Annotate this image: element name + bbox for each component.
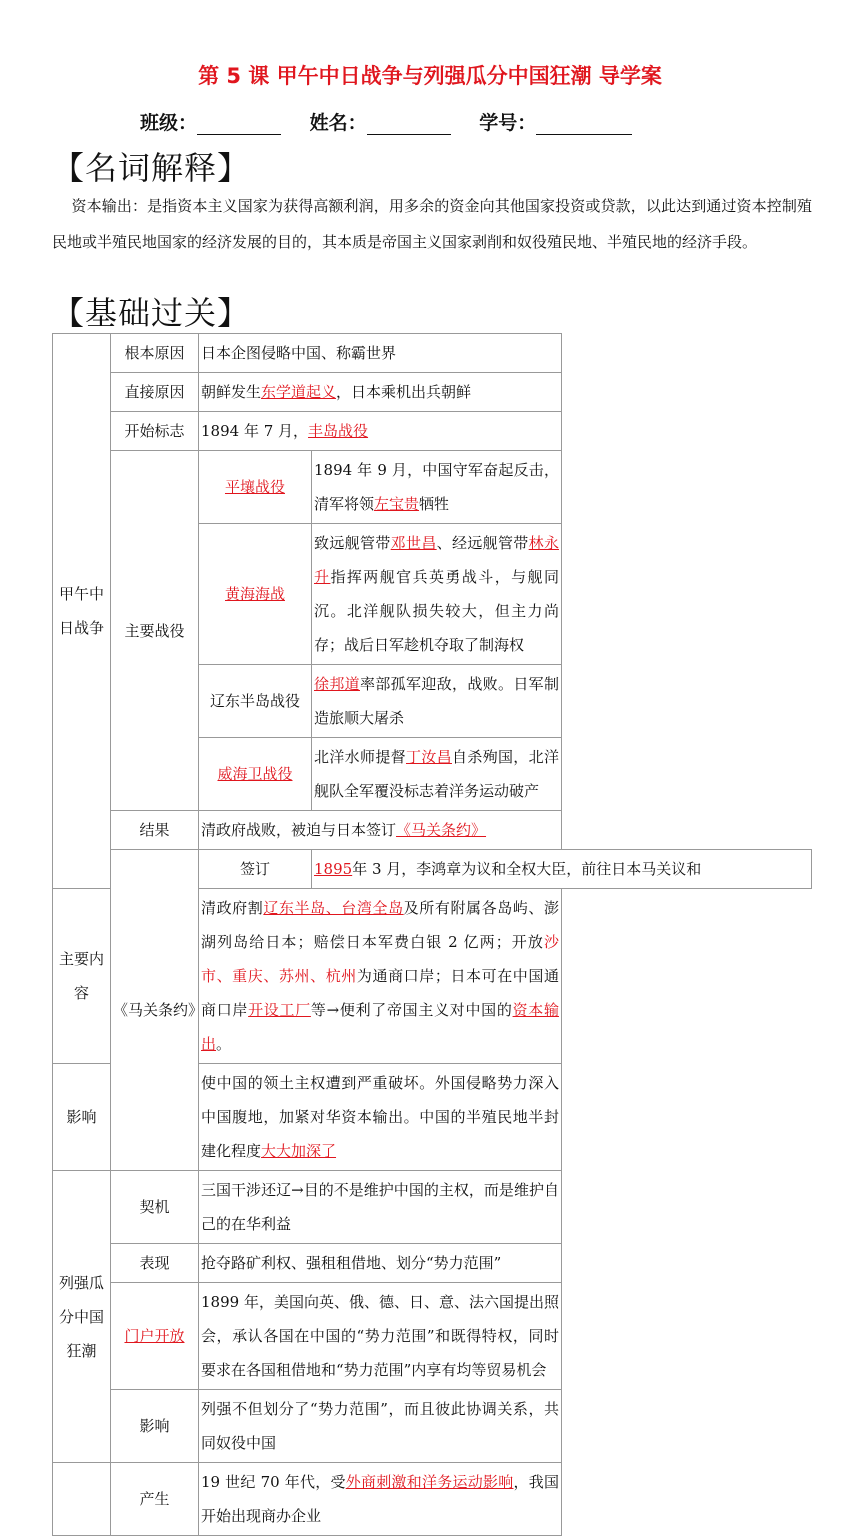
row-content: 日本企图侵略中国、称霸世界 (199, 334, 562, 373)
battle-desc: 北洋水师提督丁汝昌自杀殉国，北洋舰队全军覆没标志着洋务运动破产 (312, 738, 562, 811)
table-row (53, 1171, 812, 1244)
row-content: 使中国的领土主权遭到严重破坏。外国侵略势力深入中国腹地，加紧对华资本输出。中国的半殖民地半封建化程度大大加深了 (199, 1064, 562, 1171)
table-row (53, 850, 812, 889)
row-header: 表现 (111, 1244, 199, 1283)
group-label: 《马关条约》 (111, 850, 199, 1171)
group-label: 列强瓜分中国狂潮 (53, 1171, 111, 1463)
row-header: 契机 (111, 1171, 199, 1244)
section-heading-terms: 【名词解释】 (52, 149, 251, 187)
row-content: 清政府割辽东半岛、台湾全岛及所有附属各岛屿、澎湖列岛给日本；赔偿日本军费白银 2 亿两；开放沙市、重庆、苏州、杭州为通商口岸；日本可在中国通商口岸开设工厂等→便利了帝国主义对中国的资本输出。 (199, 889, 562, 1064)
row-header: 主要战役 (111, 451, 199, 811)
definition-paragraph: 资本输出：是指资本主义国家为获得高额利润，用多余的资金向其他国家投资或贷款，以此达到通过资本控制殖民地或半殖民地国家的经济发展的目的，其本质是帝国主义国家剥削和奴役殖民地、半殖民地的经济手段。 (52, 197, 812, 251)
section-heading-basics: 【基础过关】 (52, 294, 251, 332)
row-header: 主要内容 (53, 889, 111, 1064)
table-row (53, 451, 812, 524)
id-blank[interactable] (536, 114, 632, 135)
row-content: 三国干涉还辽→目的不是维护中国的主权，而是维护自己的在华利益 (199, 1171, 562, 1244)
group-label (53, 1463, 111, 1536)
row-content: 1894 年 7 月，丰岛战役 (199, 412, 562, 451)
row-content: 列强不但划分了“势力范围”，而且彼此协调关系，共同奴役中国 (199, 1390, 562, 1463)
table-row (53, 1463, 812, 1536)
battle-name: 威海卫战役 (199, 738, 312, 811)
table-row (53, 373, 812, 412)
battle-name: 黄海海战 (199, 524, 312, 665)
name-label: 姓名： (309, 112, 367, 134)
row-header: 直接原因 (111, 373, 199, 412)
row-content: 1899 年，美国向英、俄、德、日、意、法六国提出照会，承认各国在中国的“势力范围”和既得特权，同时要求在各国租借地和“势力范围”内享有均等贸易机会 (199, 1283, 562, 1390)
study-table (52, 333, 812, 1536)
row-header: 结果 (111, 811, 199, 850)
row-header: 影响 (111, 1390, 199, 1463)
row-header: 影响 (53, 1064, 111, 1171)
row-header: 开始标志 (111, 412, 199, 451)
row-header: 产生 (111, 1463, 199, 1536)
row-content: 朝鲜发生东学道起义，日本乘机出兵朝鲜 (199, 373, 562, 412)
class-blank[interactable] (197, 114, 281, 135)
table-row (53, 1283, 812, 1390)
class-label: 班级： (140, 112, 198, 134)
table-row (53, 334, 812, 373)
student-info (140, 108, 632, 135)
battle-desc: 徐邦道率部孤军迎敌，战败。日军制造旅顺大屠杀 (312, 665, 562, 738)
name-blank[interactable] (367, 114, 451, 135)
page-title: 第 5 课 甲午中日战争与列强瓜分中国狂潮 导学案 (198, 64, 662, 88)
row-header: 签订 (199, 850, 312, 889)
battle-desc: 1894 年 9 月，中国守军奋起反击，清军将领左宝贵牺牲 (312, 451, 562, 524)
battle-name: 辽东半岛战役 (199, 665, 312, 738)
row-header: 门户开放 (111, 1283, 199, 1390)
row-content: 清政府战败，被迫与日本签订《马关条约》 (199, 811, 562, 850)
group-label: 甲午中日战争 (53, 334, 111, 889)
table-row (53, 811, 812, 850)
table-row (53, 1244, 812, 1283)
row-header: 根本原因 (111, 334, 199, 373)
id-label: 学号： (479, 112, 537, 134)
battle-name: 平壤战役 (199, 451, 312, 524)
row-content: 1895年 3 月，李鸿章为议和全权大臣，前往日本马关议和 (312, 850, 812, 889)
table-row (53, 1390, 812, 1463)
row-content: 19 世纪 70 年代，受外商刺激和洋务运动影响，我国开始出现商办企业 (199, 1463, 562, 1536)
table-row (53, 412, 812, 451)
battle-desc: 致远舰管带邓世昌、经远舰管带林永升指挥两舰官兵英勇战斗，与舰同沉。北洋舰队损失较大，但主力尚存；战后日军趁机夺取了制海权 (312, 524, 562, 665)
row-content: 抢夺路矿利权、强租租借地、划分“势力范围” (199, 1244, 562, 1283)
